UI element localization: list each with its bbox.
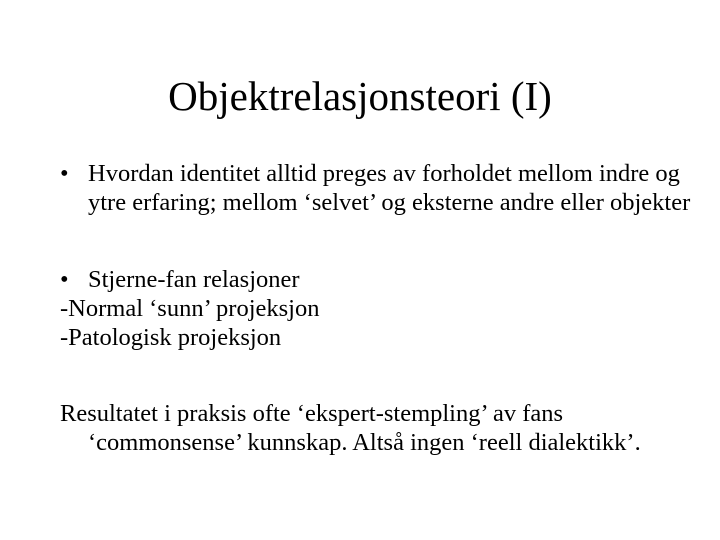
bullet-text-star-fan: Stjerne-fan relasjoner (88, 266, 300, 293)
spacer (58, 217, 698, 265)
bullet-item-star-fan (58, 265, 698, 294)
bullet-icon: • (60, 160, 69, 187)
conclusion-text: Resultatet i praksis ofte ‘ekspert-stempling’ av fans ‘commonsense’ kunnskap. Altså ingen ‘reell dialektikk’. (60, 400, 641, 456)
sub-item-pathological-projection: -Patologisk projeksjon (60, 324, 282, 351)
sub-item-normal-projection: -Normal ‘sunn’ projeksjon (60, 295, 320, 322)
bullet-icon: • (60, 266, 69, 293)
slide-title: Objektrelasjonsteori (I) (168, 73, 552, 119)
bullet-text-identity: Hvordan identitet alltid preges av forholdet mellom indre og ytre erfaring; mellom ‘selvet’ og eksterne andre eller objekter (88, 160, 691, 216)
spacer (58, 352, 698, 399)
slide-body (58, 159, 698, 457)
bullet-item-identity (58, 159, 698, 217)
